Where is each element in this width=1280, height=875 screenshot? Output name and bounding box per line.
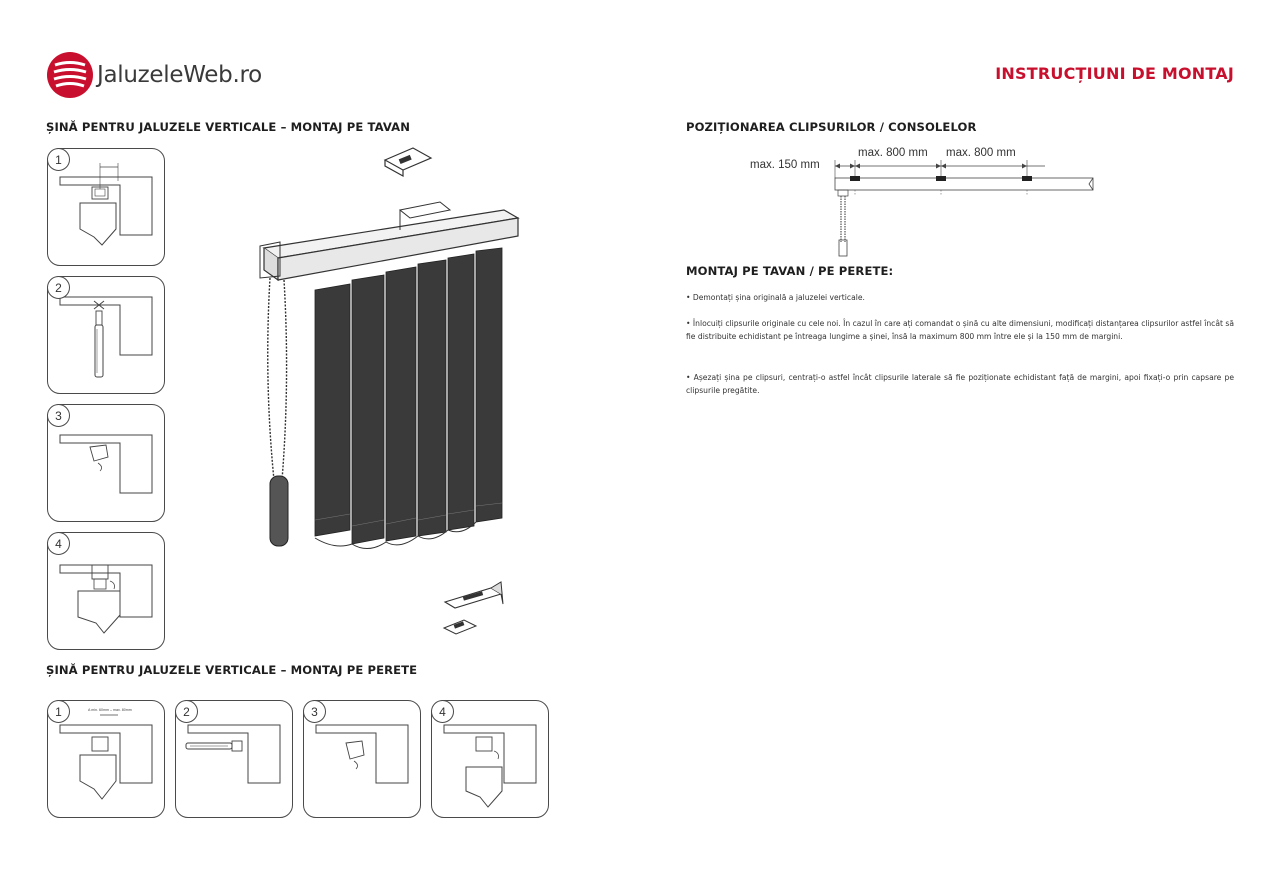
positioning-heading: POZIȚIONAREA CLIPSURILOR / CONSOLELOR [686, 120, 977, 134]
document-title: INSTRUCȚIUNI DE MONTAJ [995, 64, 1234, 83]
wall-step-1-note: A min. 60mm – max. 80mm [88, 708, 132, 712]
vertical-blinds-illustration [240, 140, 540, 640]
blinds-logo-icon [46, 51, 94, 99]
ceiling-mount-heading: ȘINĂ PENTRU JALUZELE VERTICALE – MONTAJ PE TAVAN [46, 120, 411, 134]
clip-gap-label-2: max. 800 mm [946, 147, 1016, 159]
instruction-paragraph-1: • Demontați șina originală a jaluzelei verticale. [686, 293, 865, 302]
edge-distance-label: max. 150 mm [750, 159, 820, 171]
clip-positioning-diagram [740, 146, 1100, 261]
step-number: 4 [47, 532, 70, 555]
ceiling-step-1 [47, 148, 165, 266]
wall-mount-heading: ȘINĂ PENTRU JALUZELE VERTICALE – MONTAJ PE PERETE [46, 663, 418, 677]
step-number: 2 [47, 276, 70, 299]
ceiling-step-4 [47, 532, 165, 650]
blind-slats [315, 248, 502, 544]
ceiling-step-3 [47, 404, 165, 522]
instruction-paragraph-2: • Înlocuiți clipsurile originale cu cele noi. În cazul în care ați comandat o șină cu alte dimensiuni, modificați distanțarea clipsurilor astfel încât să fie distribuite echidistant pe întreaga lungime a șinei, însă la maximum 800 mm între ele și la 150 mm de margini. [686, 319, 1234, 342]
brand-logo[interactable] [46, 50, 262, 100]
step-number: 1 [47, 700, 70, 723]
brand-name: JaluzeleWeb.ro [97, 62, 262, 88]
wall-step-2 [175, 700, 293, 818]
clip-illustration-top [385, 148, 431, 176]
mount-heading: MONTAJ PE TAVAN / PE PERETE: [686, 264, 894, 278]
bracket-illustration [445, 582, 503, 608]
ceiling-step-2 [47, 276, 165, 394]
wall-step-1 [47, 700, 165, 818]
step-number: 2 [175, 700, 198, 723]
step-number: 3 [303, 700, 326, 723]
wall-step-4 [431, 700, 549, 818]
step-number: 4 [431, 700, 454, 723]
clip-gap-label-1: max. 800 mm [858, 147, 928, 159]
step-number: 3 [47, 404, 70, 427]
step-number: 1 [47, 148, 70, 171]
instruction-paragraph-3: • Așezați șina pe clipsuri, centrați-o astfel încât clipsurile laterale să fie poziționate echidistant față de margini, apoi fixați-o prin capsare pe clipsurile pregătite. [686, 373, 1234, 396]
wall-step-3 [303, 700, 421, 818]
